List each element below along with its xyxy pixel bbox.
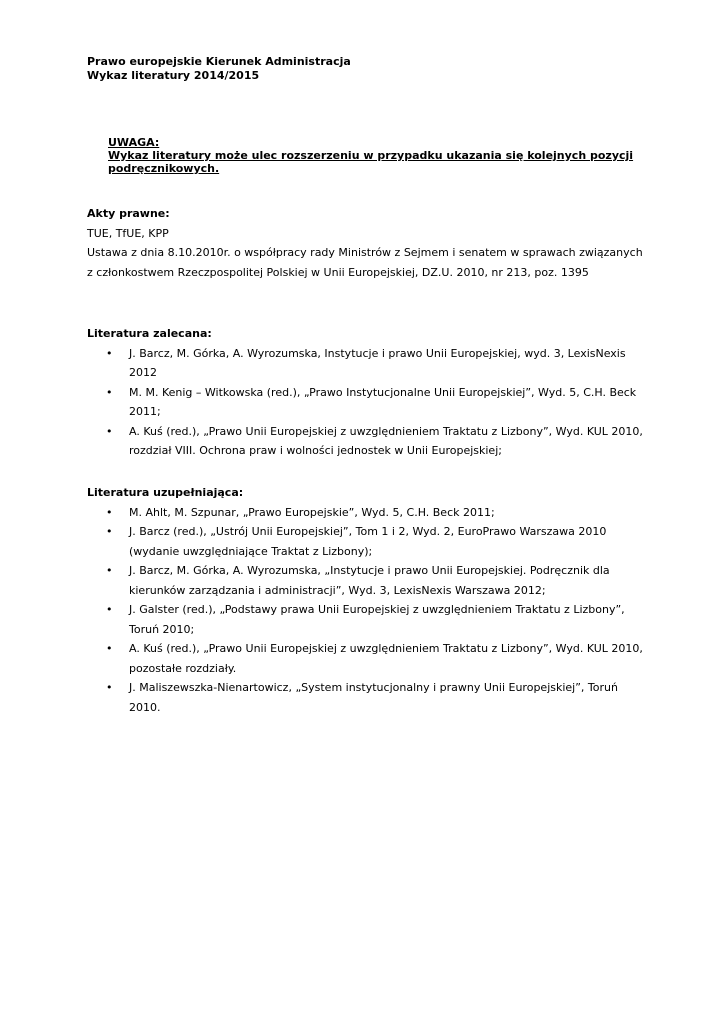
- supplementary-literature-section: [87, 483, 647, 717]
- list-item: [87, 600, 647, 639]
- header-subtitle: Wykaz literatury 2014/2015: [87, 69, 260, 82]
- recommended-literature-list: [87, 344, 647, 461]
- bullet-icon: •: [106, 564, 113, 577]
- bullet-icon: •: [106, 424, 113, 438]
- list-item: [87, 678, 647, 717]
- bullet-icon: •: [106, 525, 113, 538]
- notice-block: [108, 136, 648, 175]
- list-item-text: A. Kuś (red.), „Prawo Unii Europejskiej z uwzględnieniem Traktatu z Lizbony”, Wyd. KUL 2010, pozostałe rozdziały.: [129, 642, 643, 675]
- list-item: [87, 522, 647, 561]
- list-item-text: M. M. Kenig – Witkowska (red.), „Prawo Instytucjonalne Unii Europejskiej”, Wyd. 5, C.H. Beck 2011;: [129, 385, 637, 418]
- list-item-text: J. Barcz, M. Górka, A. Wyrozumska, Instytucje i prawo Unii Europejskiej, wyd. 3, LexisNexis 2012: [129, 346, 626, 379]
- list-item-text: J. Galster (red.), „Podstawy prawa Unii Europejskiej z uwzględnieniem Traktatu z Lizbony”, Toruń 2010;: [129, 603, 625, 636]
- bullet-icon: •: [106, 346, 113, 360]
- legal-acts-title: Akty prawne:: [87, 207, 170, 220]
- list-item-text: A. Kuś (red.), „Prawo Unii Europejskiej z uwzględnieniem Traktatu z Lizbony”, Wyd. KUL 2010, rozdział VIII. Ochrona praw i wolności jednostek w Unii Europejskiej;: [129, 424, 643, 457]
- recommended-literature-title: Literatura zalecana:: [87, 327, 212, 340]
- list-item: [87, 422, 647, 461]
- list-item: [87, 503, 647, 523]
- notice-text: Wykaz literatury może ulec rozszerzeniu w przypadku ukazania się kolejnych pozycji podręcznikowych.: [108, 149, 634, 175]
- bullet-icon: •: [106, 681, 113, 694]
- header-title: Prawo europejskie Kierunek Administracja: [87, 55, 351, 68]
- legal-acts-section: [87, 204, 647, 282]
- recommended-literature-section: [87, 324, 647, 461]
- legal-acts-statute: Ustawa z dnia 8.10.2010r. o współpracy rady Ministrów z Sejmem i senatem w sprawach związanych z członkostwem Rzeczpospolitej Polskiej w Unii Europejskiej, DZ.U. 2010, nr 213, poz. 1395: [87, 246, 643, 279]
- list-item-text: J. Barcz (red.), „Ustrój Unii Europejskiej”, Tom 1 i 2, Wyd. 2, EuroPrawo Warszawa 2010 (wydanie uwzględniające Traktat z Lizbony);: [129, 525, 607, 558]
- document-header: [87, 55, 351, 83]
- bullet-icon: •: [106, 385, 113, 399]
- list-item-text: J. Maliszewszka-Nienartowicz, „System instytucjonalny i prawny Unii Europejskiej”, Toruń 2010.: [129, 681, 618, 714]
- bullet-icon: •: [106, 603, 113, 616]
- list-item: [87, 344, 647, 383]
- list-item-text: J. Barcz, M. Górka, A. Wyrozumska, „Instytucje i prawo Unii Europejskiej. Podręcznik dla kierunków zarządzania i administracji”, Wyd. 3, LexisNexis Warszawa 2012;: [129, 564, 610, 597]
- bullet-icon: •: [106, 642, 113, 655]
- legal-acts-treaties: TUE, TfUE, KPP: [87, 226, 169, 240]
- bullet-icon: •: [106, 505, 113, 519]
- list-item: [87, 561, 647, 600]
- supplementary-literature-title: Literatura uzupełniająca:: [87, 486, 244, 499]
- list-item: [87, 639, 647, 678]
- notice-label: UWAGA:: [108, 136, 160, 149]
- supplementary-literature-list: [87, 503, 647, 718]
- list-item: [87, 383, 647, 422]
- list-item-text: M. Ahlt, M. Szpunar, „Prawo Europejskie”, Wyd. 5, C.H. Beck 2011;: [129, 505, 495, 519]
